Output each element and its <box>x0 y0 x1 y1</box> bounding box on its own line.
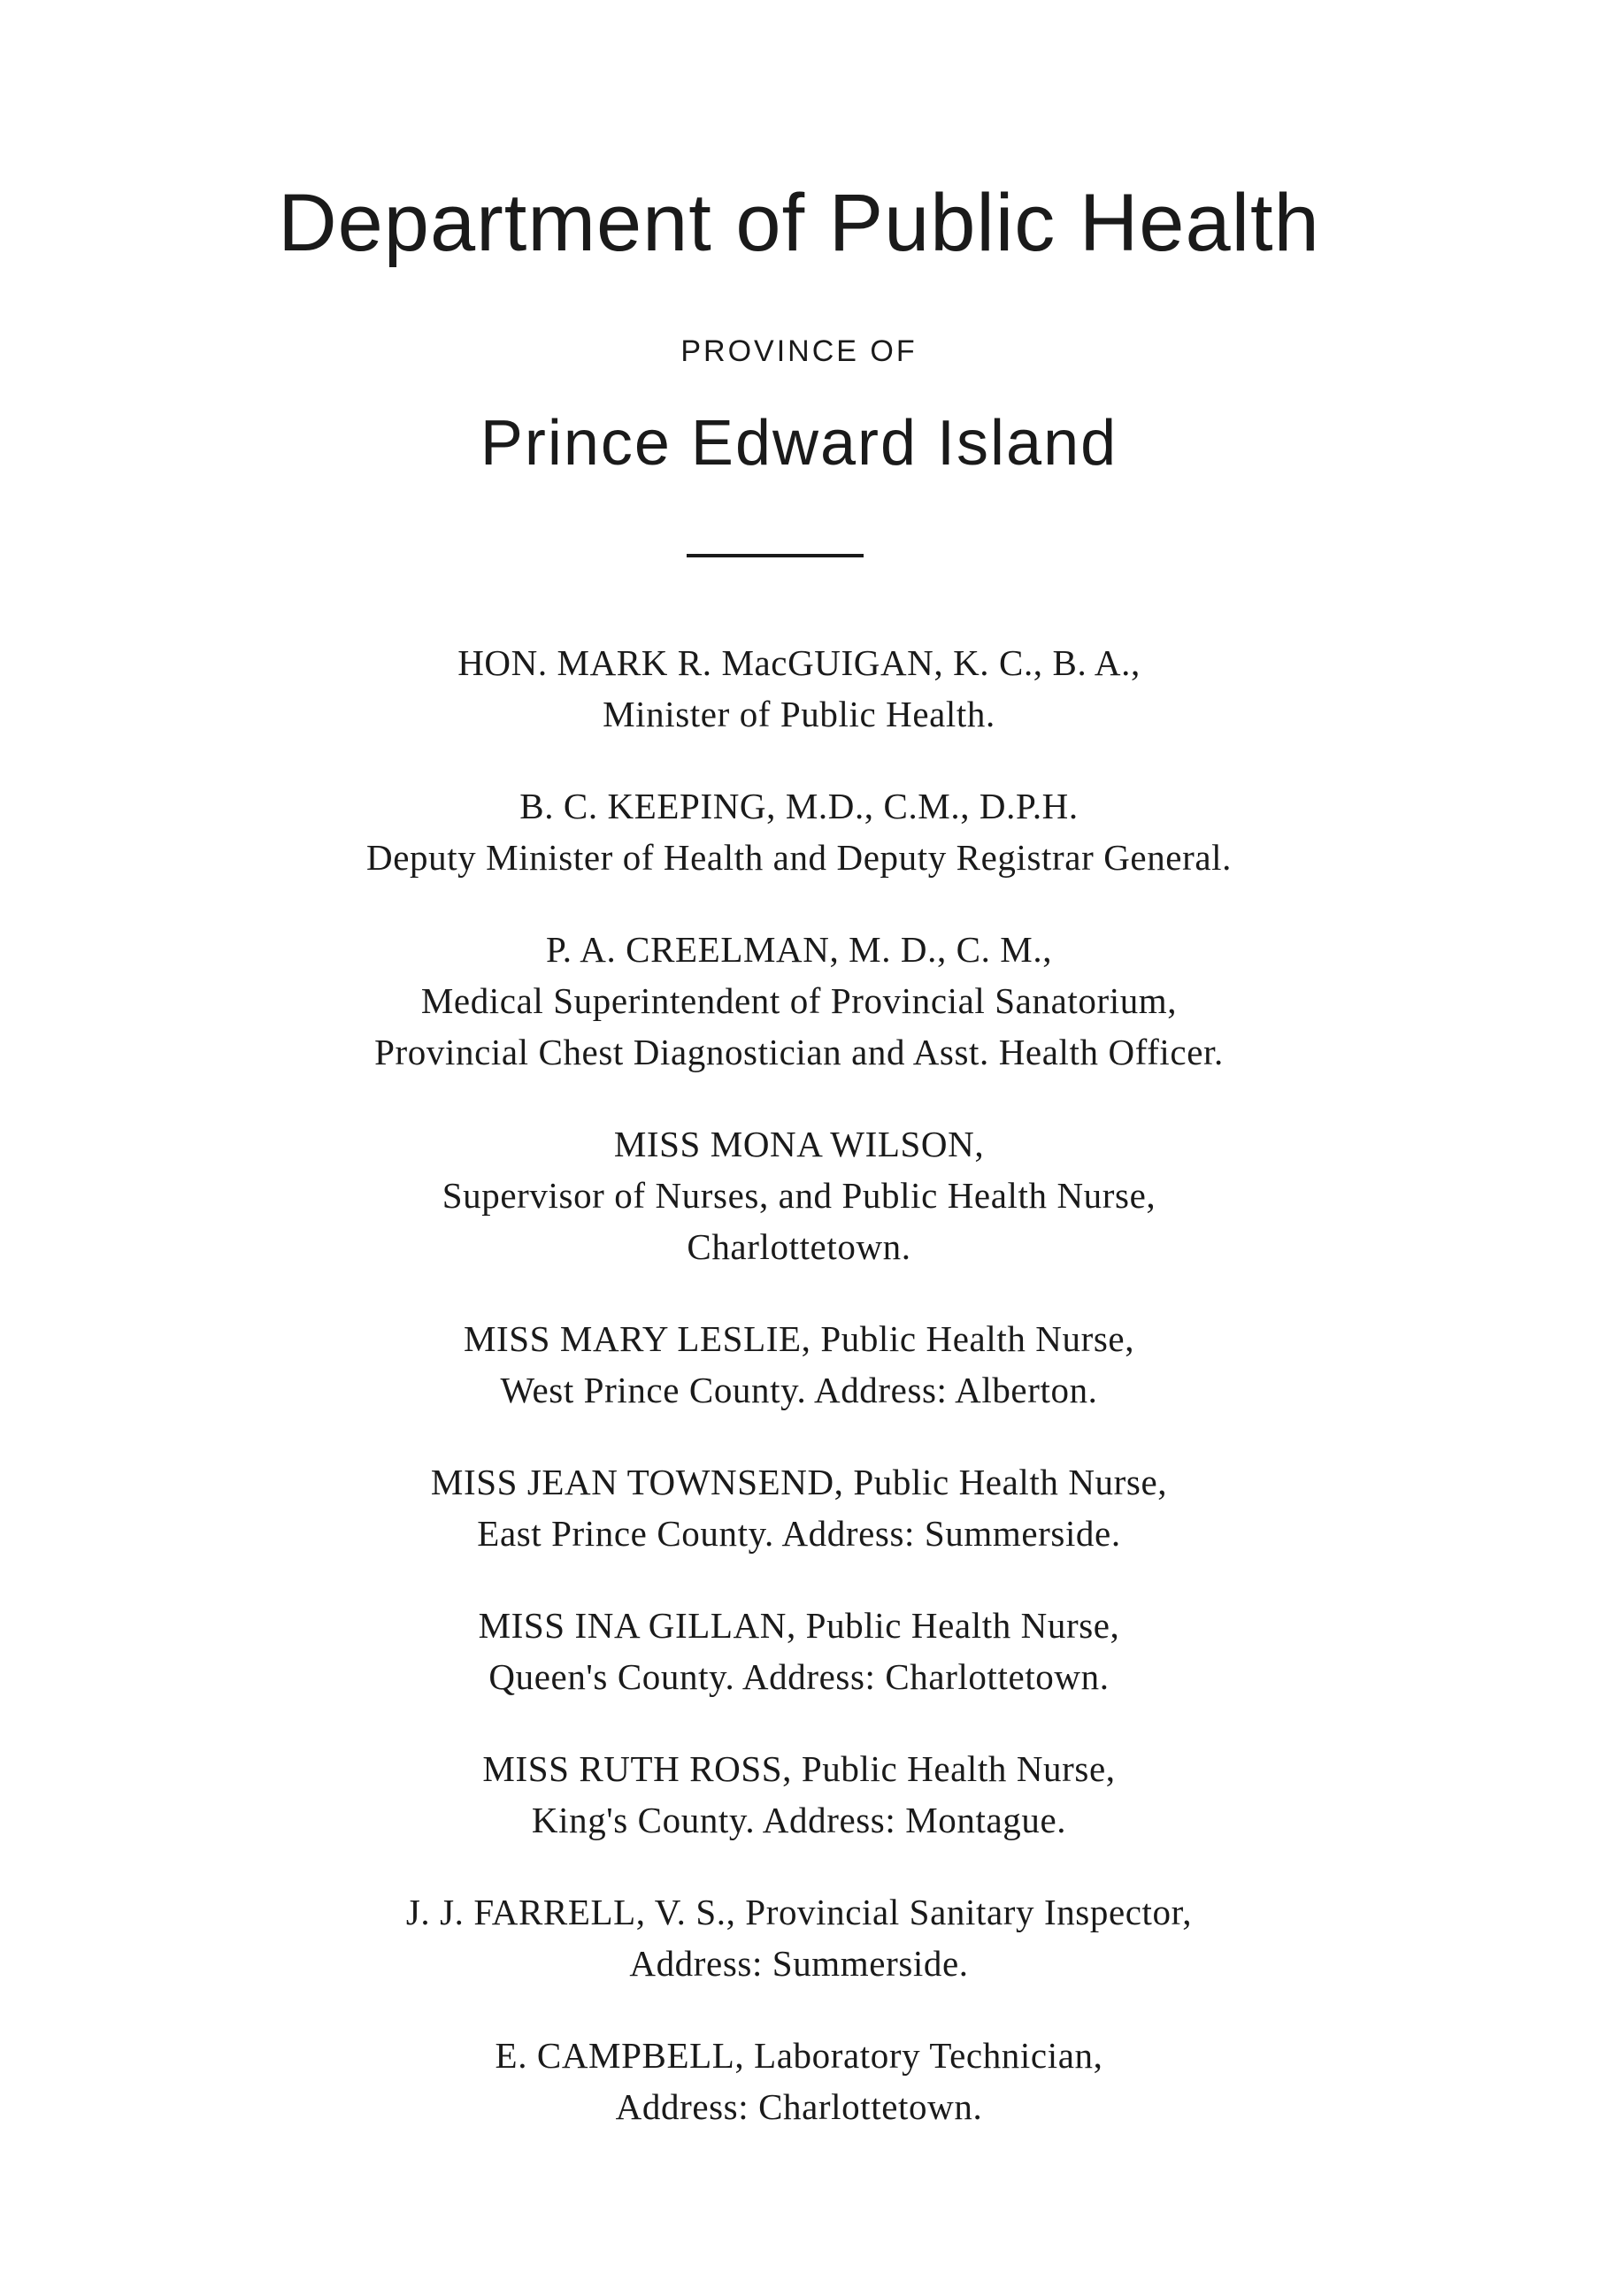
staff-address: West Prince County. Address: Alberton. <box>500 1370 1098 1410</box>
staff-role: Supervisor of Nurses, and Public Health Nurse, <box>442 1175 1156 1216</box>
staff-name: MISS JEAN TOWNSEND, Public Health Nurse, <box>430 1462 1168 1502</box>
staff-address: East Prince County. Address: Summerside. <box>477 1513 1121 1554</box>
staff-role: Minister of Public Health. <box>603 694 995 734</box>
staff-address: Queen's County. Address: Charlottetown. <box>488 1656 1110 1697</box>
staff-name: MISS MONA WILSON, <box>613 1124 985 1164</box>
staff-entry-laboratory-technician <box>0 2030 1598 2132</box>
staff-name: MISS RUTH ROSS, Public Health Nurse, <box>482 1748 1116 1789</box>
province-label: PROVINCE OF <box>680 334 918 368</box>
staff-entry-queens-county-nurse <box>0 1600 1598 1702</box>
staff-entry-medical-superintendent <box>0 924 1598 1078</box>
staff-list <box>0 637 1598 2173</box>
staff-entry-supervisor-of-nurses <box>0 1118 1598 1272</box>
staff-role: Provincial Chest Diagnostician and Asst. Health Officer. <box>374 1032 1224 1072</box>
staff-entry-deputy-minister <box>0 780 1598 883</box>
divider-rule <box>687 554 864 557</box>
staff-name: B. C. KEEPING, M.D., C.M., D.P.H. <box>519 786 1079 826</box>
staff-role: Medical Superintendent of Provincial Sanatorium, <box>420 980 1178 1021</box>
staff-name: MISS INA GILLAN, Public Health Nurse, <box>478 1605 1120 1646</box>
staff-address: Address: Summerside. <box>629 1943 969 1984</box>
staff-entry-sanitary-inspector <box>0 1886 1598 1989</box>
province-name: Prince Edward Island <box>480 408 1118 479</box>
staff-name: E. CAMPBELL, Laboratory Technician, <box>495 2035 1103 2076</box>
staff-role: Deputy Minister of Health and Deputy Registrar General. <box>365 837 1232 878</box>
staff-name: HON. MARK R. MacGUIGAN, K. C., B. A., <box>457 642 1141 683</box>
staff-entry-east-prince-nurse <box>0 1456 1598 1559</box>
staff-address: Address: Charlottetown. <box>615 2086 983 2127</box>
staff-name: MISS MARY LESLIE, Public Health Nurse, <box>463 1318 1135 1359</box>
staff-entry-minister <box>0 637 1598 740</box>
staff-entry-kings-county-nurse <box>0 1743 1598 1846</box>
page-title: Department of Public Health <box>278 178 1320 268</box>
staff-name: P. A. CREELMAN, M. D., C. M., <box>545 929 1053 970</box>
staff-address: King's County. Address: Montague. <box>531 1800 1067 1840</box>
staff-entry-west-prince-nurse <box>0 1313 1598 1416</box>
staff-location: Charlottetown. <box>687 1226 911 1267</box>
staff-name: J. J. FARRELL, V. S., Provincial Sanitary Inspector, <box>405 1892 1193 1932</box>
